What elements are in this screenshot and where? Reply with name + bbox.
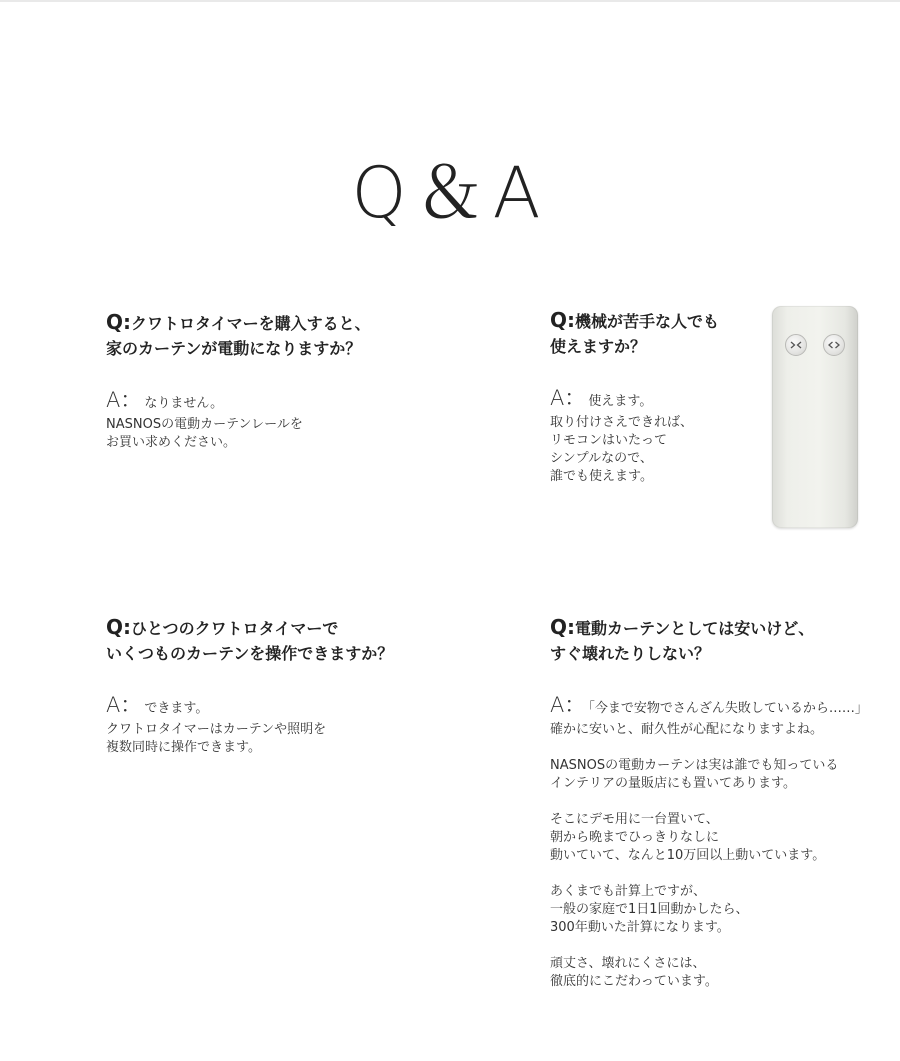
qa-item [550, 615, 868, 991]
q-prefix: Q: [550, 308, 575, 332]
question-text: クワトロタイマーを購入すると、 [131, 314, 371, 333]
question-line [550, 308, 719, 334]
answer-line: 一般の家庭で1日1回動かしたら、 [550, 902, 749, 917]
answer-line: 取り付けさえできれば、 [550, 415, 694, 430]
answer-body [550, 414, 719, 486]
answer-line: インテリアの量販店にも置いてあります。 [550, 776, 796, 791]
question-line [106, 310, 371, 336]
q-prefix: Q: [106, 310, 131, 334]
question [106, 310, 371, 361]
answer-line: 300年動いた計算になります。 [550, 920, 730, 935]
open-arrows-icon [823, 334, 845, 356]
answer-body [550, 721, 868, 991]
answer-line: 複数同時に操作できます。 [106, 740, 261, 755]
answer-line: NASNOSの電動カーテンは実は誰でも知っている [550, 758, 839, 773]
answer-line: 動いていて、なんと10万回以上動いています。 [550, 848, 826, 863]
answer-paragraph [106, 416, 371, 452]
question-text: 電動カーテンとしては安いけど、 [575, 619, 815, 638]
question [106, 615, 393, 666]
remote-control-image [772, 306, 858, 528]
qa-item [106, 615, 393, 757]
question-line [550, 615, 868, 641]
question-text: 機械が苦手な人でも [575, 312, 720, 331]
answer-paragraph [550, 721, 868, 739]
close-arrows-icon [785, 334, 807, 356]
answer-head [106, 693, 393, 721]
answer-paragraph [550, 414, 719, 486]
a-prefix: A： [106, 693, 142, 717]
question-line: すぐ壊れたりしない？ [550, 644, 711, 663]
question [550, 308, 719, 359]
qa-item [106, 310, 371, 452]
question-line: 使えますか？ [550, 337, 647, 356]
q-prefix: Q: [106, 615, 131, 639]
answer-line: クワトロタイマーはカーテンや照明を [106, 722, 327, 737]
answer-paragraph [550, 883, 868, 937]
answer-short: 「今まで安物でさんざん失敗しているから……」 [588, 701, 868, 716]
answer-body [106, 721, 393, 757]
question-text: ひとつのクワトロタイマーで [131, 619, 339, 638]
question-line [106, 615, 393, 641]
a-prefix: A： [550, 693, 586, 717]
answer-body [106, 416, 371, 452]
answer-short: なりません。 [144, 396, 224, 411]
answer-line: 朝から晩までひっきりなしに [550, 830, 720, 845]
answer-line: 徹底的にこだわっています。 [550, 974, 718, 989]
answer-head [106, 388, 371, 416]
answer-head [550, 693, 868, 721]
question-line: いくつものカーテンを操作できますか？ [106, 644, 394, 663]
answer-short: 使えます。 [588, 394, 653, 409]
answer-line: NASNOSの電動カーテンレールを [106, 417, 303, 432]
top-divider [0, 0, 900, 2]
q-prefix: Q: [550, 615, 575, 639]
answer-line: あくまでも計算上ですが、 [550, 884, 707, 899]
answer-line: リモコンはいたって [550, 433, 668, 448]
answer-line: 誰でも使えます。 [550, 469, 653, 484]
answer-line: 頑丈さ、壊れにくさには、 [550, 956, 706, 971]
page-title: Q＆A [351, 152, 549, 234]
question-line: 家のカーテンが電動になりますか？ [106, 339, 362, 358]
answer-paragraph [106, 721, 393, 757]
answer-paragraph [550, 757, 868, 793]
a-prefix: A： [550, 386, 586, 410]
answer-line: シンプルなので、 [550, 451, 653, 466]
answer-line: そこにデモ用に一台置いて、 [550, 812, 719, 827]
a-prefix: A： [106, 388, 142, 412]
answer-line: お買い求めください。 [106, 435, 237, 450]
answer-head [550, 386, 719, 414]
qa-item [550, 308, 719, 486]
question [550, 615, 868, 666]
answer-paragraph [550, 955, 868, 991]
answer-line: 確かに安いと、耐久性が心配になりますよね。 [550, 722, 824, 737]
answer-paragraph [550, 811, 868, 865]
answer-short: できます。 [144, 701, 209, 716]
